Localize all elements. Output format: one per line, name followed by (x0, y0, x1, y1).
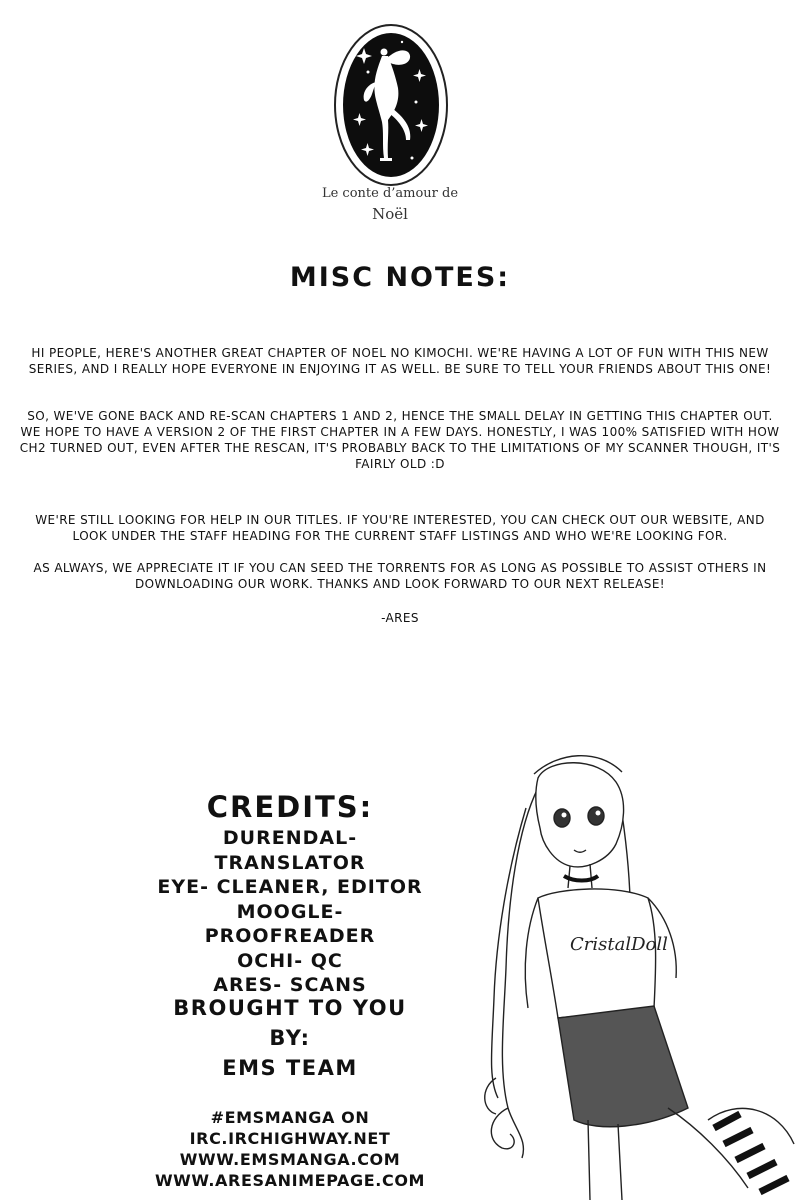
website-link[interactable]: WWW.EMSMANGA.COM (179, 1150, 401, 1169)
irc-server-link[interactable]: IRC.IRCHIGHWAY.NET (189, 1129, 391, 1148)
credit-line: MOOGLE- PROOFREADER (204, 900, 376, 947)
brought-line-3: EMS TEAM (222, 1056, 358, 1080)
credit-line: DURENDAL- TRANSLATOR (214, 827, 366, 874)
skater-emblem-icon (332, 22, 450, 188)
shirt-text: CristalDoll (570, 934, 668, 955)
misc-paragraph-2: SO, WE'VE GONE BACK AND RE-SCAN CHAPTERS 1 AND 2, HENCE THE SMALL DELAY IN GETTING THIS CHAPTER OUT. WE HOPE TO HAVE A VERSION 2 OF THE FIRST CHAPTER IN A FEW DAYS. HONESTLY, I WAS 100% SATISFIED WITH HOW CH2 TURNED OUT, EVEN AFTER THE RESCAN, IT'S PROBABLY BACK TO THE LIMITATIONS OF MY SCANNER THOUGH, IT'S FAIRLY OLD :D (19, 409, 781, 471)
logo-caption-line1: Le conte d’amour de (321, 186, 459, 201)
misc-notes-title: MISC NOTES: (289, 262, 511, 293)
manga-girl-illustration (478, 748, 800, 1200)
misc-paragraph-1: HI PEOPLE, HERE'S ANOTHER GREAT CHAPTER OF NOEL NO KIMOCHI. WE'RE HAVING A LOT OF FUN WITH THIS NEW SERIES, AND I REALLY HOPE EVERYONE IN ENJOYING IT AS WELL. BE SURE TO TELL YOUR FRIENDS ABOUT THIS ONE! (28, 346, 772, 376)
logo-caption-line2: Noël (372, 205, 408, 223)
brought-to-you (150, 993, 430, 1083)
credits-list (150, 826, 430, 998)
website-link[interactable]: WWW.ARESANIMEPAGE.COM (154, 1171, 426, 1190)
credit-line: ARES- SCANS (213, 974, 367, 996)
credits-title: CREDITS: (206, 790, 374, 824)
irc-channel-text: #EMSMANGA ON (210, 1108, 370, 1127)
signature: -ARES (381, 611, 419, 625)
misc-paragraph-3: WE'RE STILL LOOKING FOR HELP IN OUR TITLES. IF YOU'RE INTERESTED, YOU CAN CHECK OUT OUR WEBSITE, AND LOOK UNDER THE STAFF HEADING FOR THE CURRENT STAFF LISTINGS AND WHO WE'RE LOOKING FOR. (35, 513, 765, 543)
contact-links (150, 1107, 430, 1191)
credit-line: EYE- CLEANER, EDITOR (157, 876, 423, 898)
misc-paragraph-4: AS ALWAYS, WE APPRECIATE IT IF YOU CAN SEED THE TORRENTS FOR AS LONG AS POSSIBLE TO ASSIST OTHERS IN DOWNLOADING OUR WORK. THANKS AND LOOK FORWARD TO OUR NEXT RELEASE! (33, 561, 767, 591)
brought-line-1: BROUGHT TO YOU (173, 996, 407, 1020)
brought-line-2: BY: (269, 1026, 311, 1050)
credit-line: OCHI- QC (237, 949, 343, 972)
